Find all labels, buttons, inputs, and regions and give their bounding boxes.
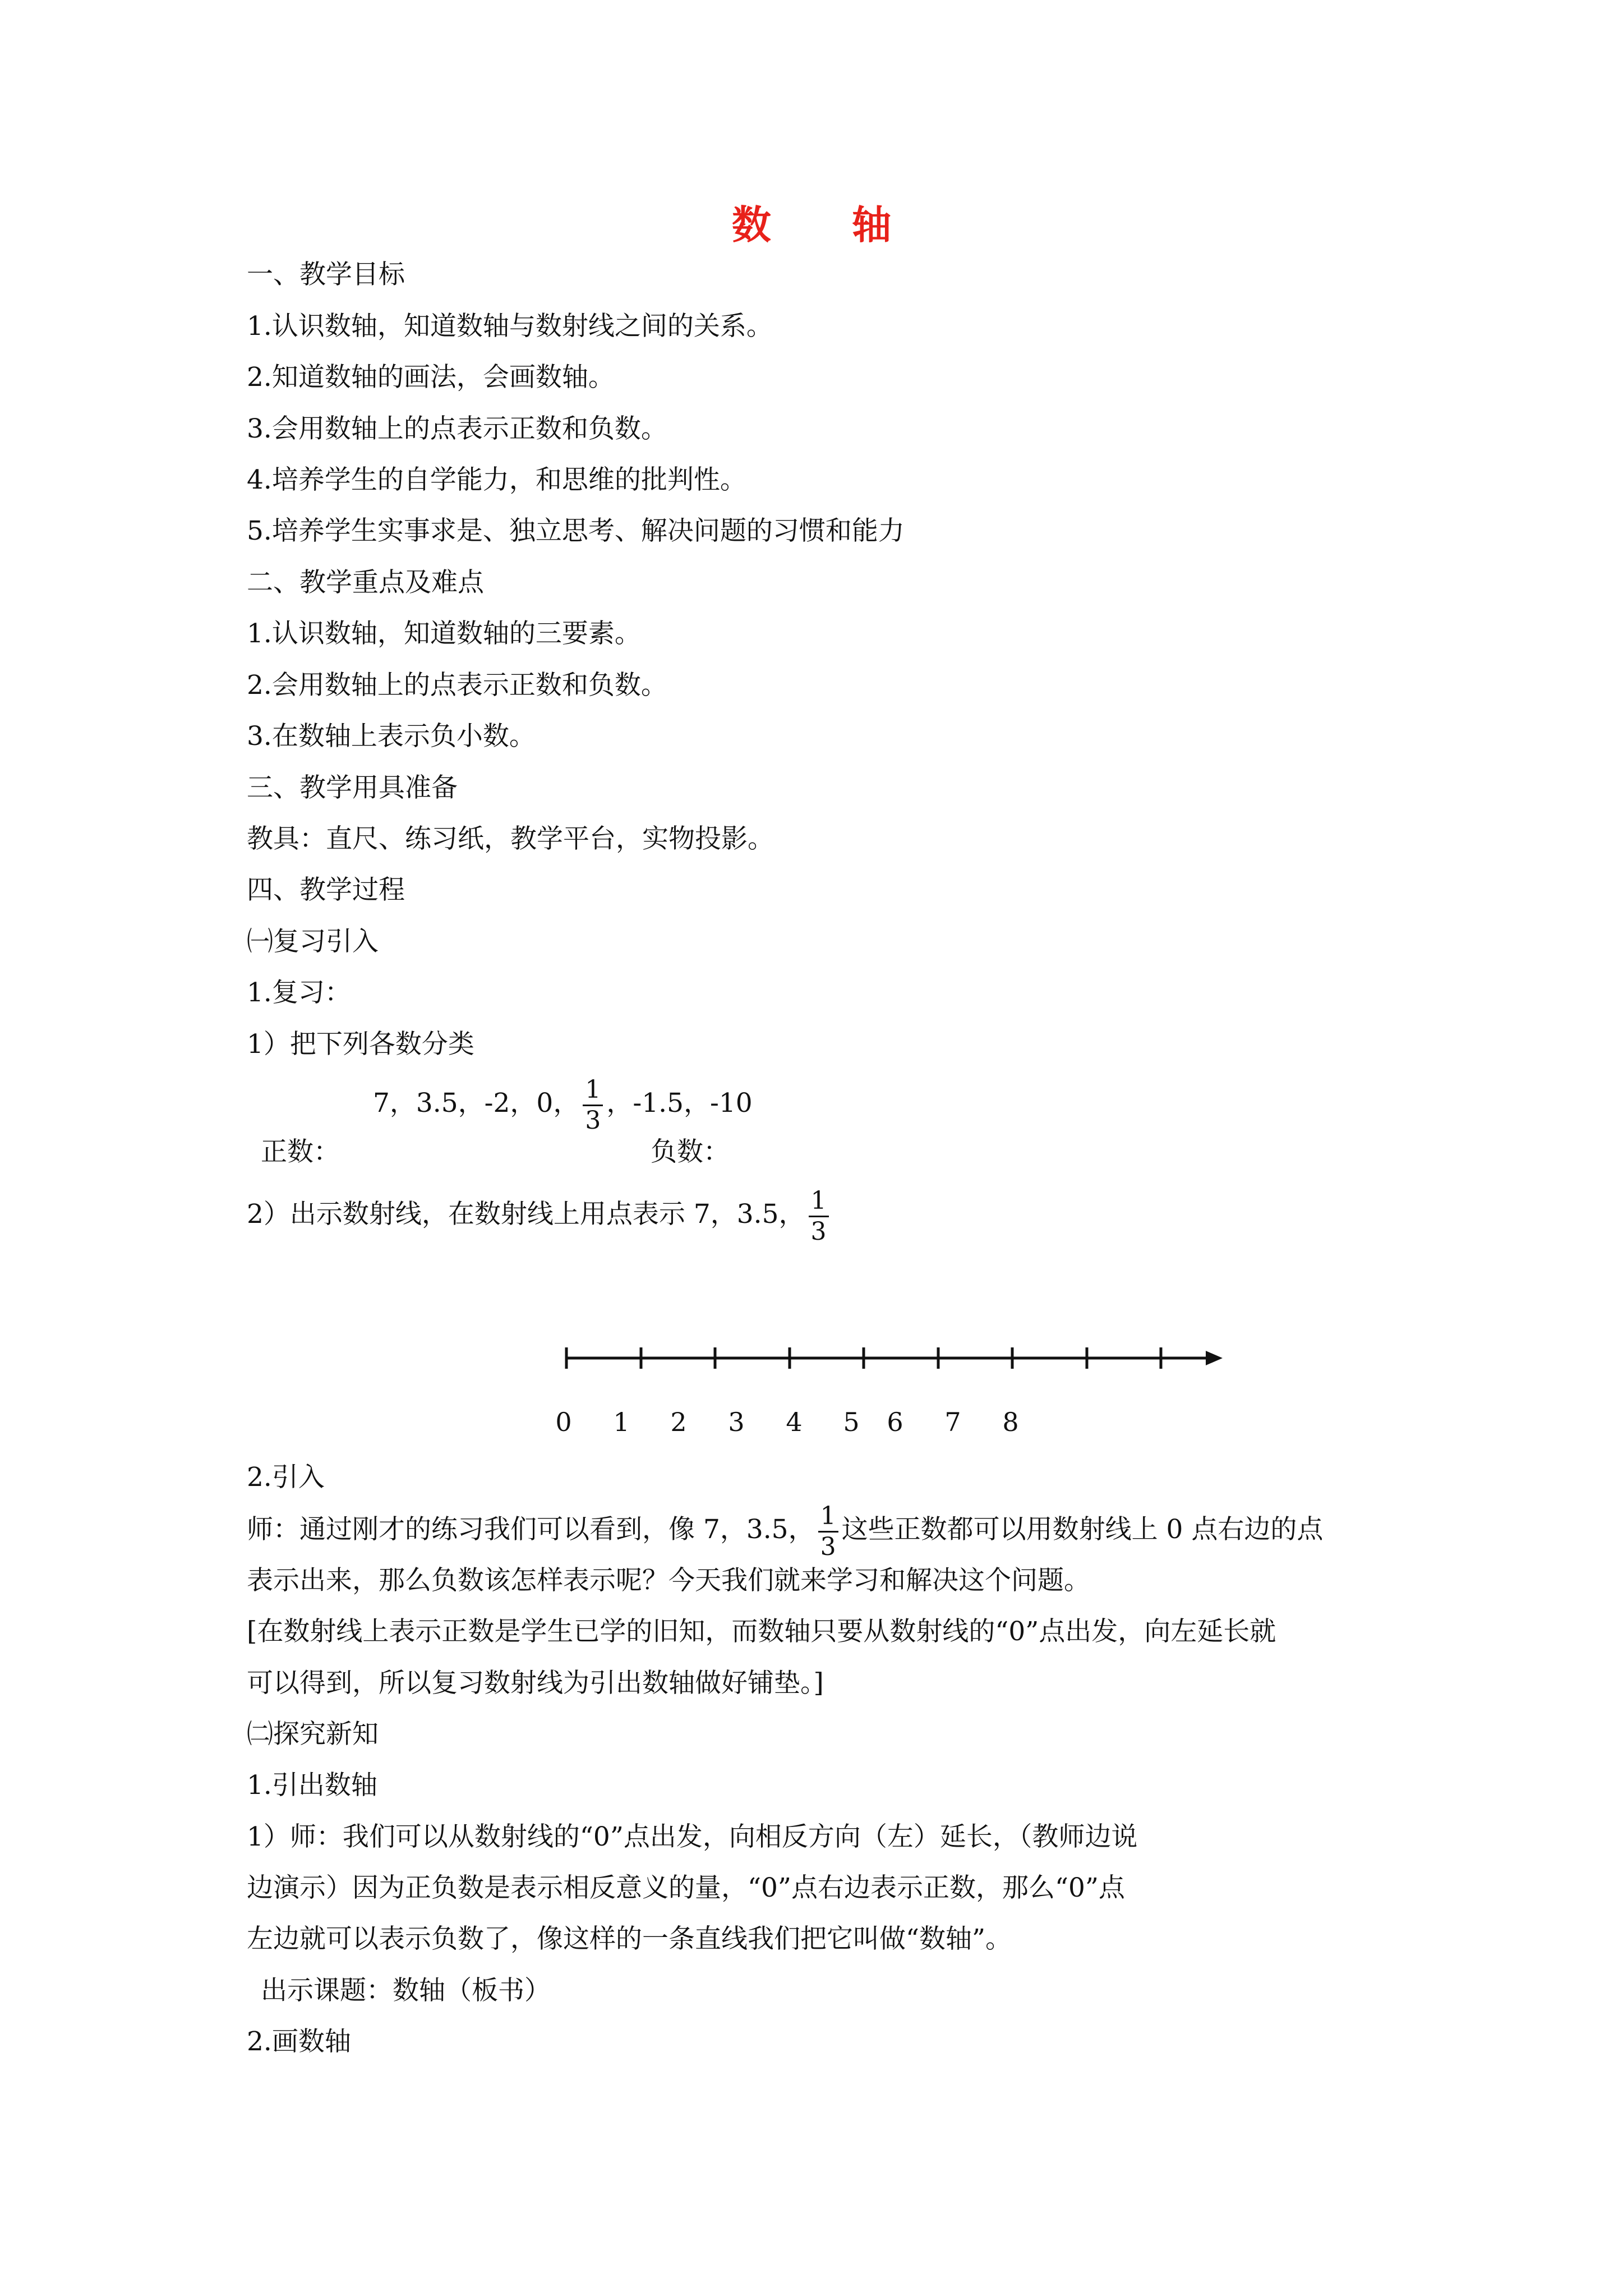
goal-item-3: 3.会用数轴上的点表示正数和负数。 <box>247 413 667 444</box>
goal-item-2: 2.知道数轴的画法，会画数轴。 <box>247 362 615 393</box>
fraction-numerator: 1 <box>809 1186 829 1217</box>
review-question-2-text: 2）出示数射线，在数射线上用点表示 7，3.5， <box>247 1199 805 1230</box>
section-heading-tools: 三、教学用具准备 <box>247 772 458 803</box>
axis-label-0: 0 <box>555 1407 572 1437</box>
note-line-2: 可以得到，所以复习数射线为引出数轴做好铺垫。] <box>247 1668 824 1699</box>
fraction-numerator: 1 <box>818 1502 838 1533</box>
intro-line-2: 表示出来，那么负数该怎样表示呢？今天我们就来学习和解决这个问题。 <box>247 1565 1090 1596</box>
fraction-numerator: 1 <box>583 1075 603 1106</box>
page-title: 数 轴 <box>731 201 925 248</box>
axis-label-6: 6 <box>887 1407 903 1437</box>
part2-heading: ㈡探究新知 <box>247 1719 379 1750</box>
positive-label: 正数： <box>261 1137 340 1167</box>
part2-item-2: 2.画数轴 <box>247 2026 351 2057</box>
axis-label-5: 5 <box>843 1407 860 1437</box>
axis-label-7: 7 <box>944 1407 961 1437</box>
review-question-1: 1）把下列各数分类 <box>247 1029 474 1060</box>
fraction-one-third <box>583 1075 603 1135</box>
section-heading-process: 四、教学过程 <box>247 875 405 905</box>
part2-text-3: 左边就可以表示负数了，像这样的一条直线我们把它叫做“数轴”。 <box>247 1924 1012 1954</box>
intro-line-1 <box>247 1496 1323 1563</box>
section-heading-keypoints: 二、教学重点及难点 <box>247 567 484 598</box>
keypoint-item-1: 1.认识数轴，知道数轴的三要素。 <box>247 618 641 649</box>
axis-label-3: 3 <box>728 1407 745 1437</box>
fraction-denominator: 3 <box>810 1217 827 1246</box>
part2-text-2: 边演示）因为正负数是表示相反意义的量，“0”点右边表示正数，那么“0”点 <box>247 1872 1125 1903</box>
fraction-one-third <box>818 1502 838 1562</box>
part1-heading: ㈠复习引入 <box>247 926 379 957</box>
part2-text-4: 出示课题：数轴（板书） <box>261 1975 551 2006</box>
goal-item-1: 1.认识数轴，知道数轴与数射线之间的关系。 <box>247 311 773 342</box>
intro-line-1-start: 师：通过刚才的练习我们可以看到，像 7，3.5， <box>247 1514 815 1545</box>
number-list <box>373 1070 753 1137</box>
fraction-one-third <box>809 1186 829 1246</box>
axis-label-8: 8 <box>1002 1407 1019 1437</box>
note-line-1: [在数射线上表示正数是学生已学的旧知，而数轴只要从数射线的“0”点出发，向左延长就 <box>247 1616 1276 1647</box>
fraction-denominator: 3 <box>820 1532 836 1561</box>
goal-item-5: 5.培养学生实事求是、独立思考、解决问题的习惯和能力 <box>247 516 905 546</box>
arrow-head <box>1206 1351 1223 1365</box>
number-list-part-1: 7，3.5，-2，0， <box>373 1088 580 1119</box>
fraction-denominator: 3 <box>585 1106 601 1135</box>
intro-line-1-end: 这些正数都可以用数射线上 0 点右边的点 <box>841 1514 1324 1545</box>
axis-label-4: 4 <box>786 1407 803 1437</box>
axis-label-2: 2 <box>670 1407 687 1437</box>
review-question-2 <box>247 1181 832 1248</box>
goal-item-4: 4.培养学生的自学能力，和思维的批判性。 <box>247 464 746 495</box>
axis-label-1: 1 <box>613 1407 630 1437</box>
part2-text-1: 1）师：我们可以从数射线的“0”点出发，向相反方向（左）延长，（教师边说 <box>247 1821 1138 1852</box>
negative-label: 负数： <box>651 1137 730 1167</box>
review-label: 1.复习： <box>247 977 351 1008</box>
keypoint-item-3: 3.在数轴上表示负小数。 <box>247 721 536 752</box>
part2-item-1: 1.引出数轴 <box>247 1770 377 1801</box>
keypoint-item-2: 2.会用数轴上的点表示正数和负数。 <box>247 670 667 701</box>
number-list-part-2: ，-1.5，-10 <box>606 1088 753 1119</box>
tools-text: 教具：直尺、练习纸，教学平台，实物投影。 <box>247 823 774 854</box>
intro-label: 2.引入 <box>247 1462 325 1493</box>
section-heading-goals: 一、教学目标 <box>247 259 405 290</box>
